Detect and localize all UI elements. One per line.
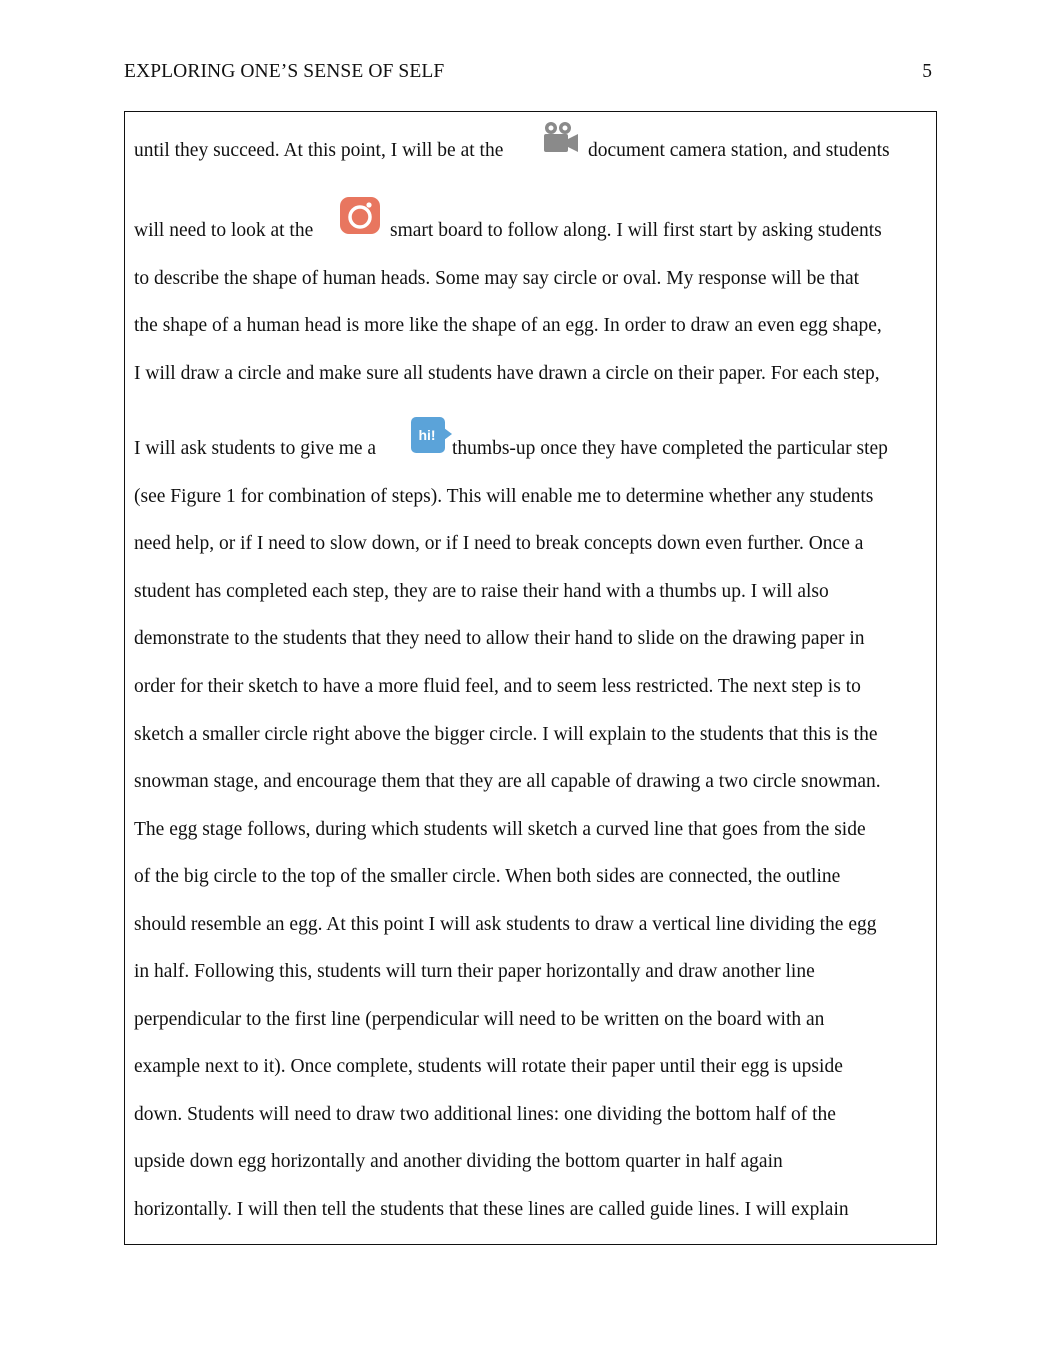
hi-chat-bubble-icon[interactable]	[408, 414, 454, 458]
camera-app-icon[interactable]	[338, 196, 382, 236]
body-line-11: order for their sketch to have a more fluid feel, and to seem less restricted. The next step is to	[134, 676, 861, 697]
body-line-19: example next to it). Once complete, students will rotate their paper until their egg is upside	[134, 1056, 843, 1077]
body-line-1-after	[588, 139, 890, 163]
body-line-2-after	[390, 219, 882, 243]
body-line-14: The egg stage follows, during which students will sketch a curved line that goes from the side	[134, 819, 866, 840]
body-line-20: down. Students will need to draw two additional lines: one dividing the bottom half of the	[134, 1104, 836, 1125]
running-head: EXPLORING ONE’S SENSE OF SELF	[124, 61, 445, 82]
line-text-before: I will ask students to give me a	[134, 438, 377, 459]
body-line-12: sketch a smaller circle right above the bigger circle. I will explain to the students that this is the	[134, 724, 878, 745]
body-line-10: demonstrate to the students that they need to allow their hand to slide on the drawing paper in	[134, 628, 865, 649]
body-line-15: of the big circle to the top of the smaller circle. When both sides are connected, the outline	[134, 866, 841, 887]
line-text-after: thumbs-up once they have completed the particular step	[452, 438, 888, 459]
body-line-21: upside down egg horizontally and another dividing the bottom quarter in half again	[134, 1151, 783, 1172]
line-text-after: document camera station, and students	[588, 140, 890, 161]
body-line-5: I will draw a circle and make sure all students have drawn a circle on their paper. For each step,	[134, 363, 880, 384]
body-line-1	[134, 139, 503, 163]
body-line-2	[134, 219, 313, 243]
body-line-4: the shape of a human head is more like the shape of an egg. In order to draw an even egg shape,	[134, 315, 882, 336]
body-line-18: perpendicular to the first line (perpendicular will need to be written on the board with an	[134, 1009, 825, 1030]
body-line-9: student has completed each step, they are to raise their hand with a thumbs up. I will also	[134, 581, 829, 602]
line-text-before: will need to look at the	[134, 220, 314, 241]
body-line-3: to describe the shape of human heads. Some may say circle or oval. My response will be that	[134, 268, 860, 289]
body-line-17: in half. Following this, students will turn their paper horizontally and draw another line	[134, 961, 815, 982]
body-line-6	[134, 437, 376, 461]
body-line-16: should resemble an egg. At this point I will ask students to draw a vertical line dividing the egg	[134, 914, 877, 935]
page-number: 5	[922, 61, 932, 82]
video-camera-icon[interactable]	[538, 116, 582, 158]
body-line-8: need help, or if I need to slow down, or if I need to break concepts down even further. Once a	[134, 533, 864, 554]
line-text-before: until they succeed. At this point, I will be at the	[134, 140, 504, 161]
body-line-22: horizontally. I will then tell the students that these lines are called guide lines. I will explain	[134, 1199, 849, 1220]
body-line-6-after	[452, 437, 888, 461]
line-text-after: smart board to follow along. I will first start by asking students	[390, 220, 882, 241]
body-line-7: (see Figure 1 for combination of steps). This will enable me to determine whether any students	[134, 486, 874, 507]
hi-bubble-label: hi!	[418, 427, 436, 443]
body-line-13: snowman stage, and encourage them that they are all capable of drawing a two circle snowman.	[134, 771, 881, 792]
